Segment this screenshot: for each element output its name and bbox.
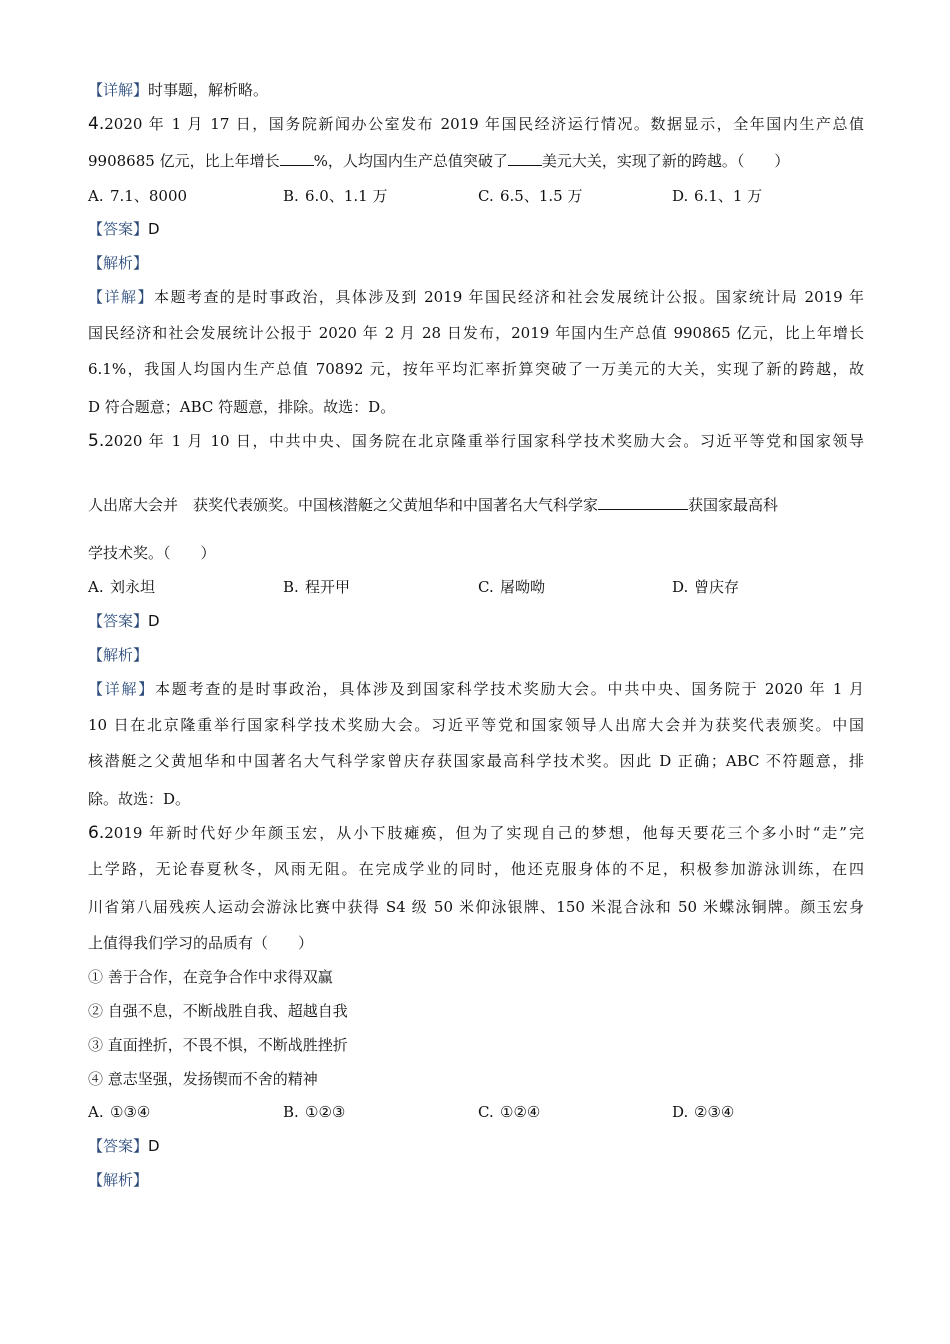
fill-blank (508, 151, 542, 166)
q6-answer-line (88, 1135, 864, 1157)
option-b: B. 程开甲 (283, 578, 351, 596)
q5-answer-line (88, 610, 864, 632)
answer-value: D (148, 220, 160, 238)
question-number: 5. (88, 431, 105, 451)
q4-detail-line-1: 【详解】本题考查的是时事政治，具体涉及到 2019 年国民经济和社会发展统计公报。国家统计局 2019 年 (88, 288, 864, 306)
q4-detail-line-4: D 符合题意；ABC 符题意，排除。故选：D。 (88, 398, 396, 416)
answer-tag: 【答案】 (88, 1137, 149, 1155)
q6-analysis-line (88, 1169, 864, 1191)
q4-stem-line-2 (88, 150, 864, 172)
q6-stem-line-4: 上值得我们学习的品质有（ ） (88, 934, 314, 952)
option-b: B. 6.0、1.1 万 (283, 187, 388, 205)
statement-2: ② 自强不息，不断战胜自我、超越自我 (88, 1002, 348, 1020)
statement-4: ④ 意志坚强，发扬锲而不舍的精神 (88, 1070, 318, 1088)
option-a: A. 7.1、8000 (88, 187, 188, 205)
q4-stem-text-1: 2020 年 1 月 17 日，国务院新闻办公室发布 2019 年国民经济运行情况。数据显示，全年国内生产总值 (104, 115, 864, 133)
answer-value: D (148, 612, 160, 630)
q5-stem-line-2: 人出席大会并 获奖代表颁奖。中国核潜艇之父黄旭华和中国著名大气科学家 获国家最高科 (88, 496, 779, 514)
analysis-tag: 【解析】 (88, 1171, 149, 1189)
fill-blank (280, 151, 314, 166)
q6-stem-line-3: 川省第八届残疾人运动会游泳比赛中获得 S4 级 50 米仰泳银牌、150 米混合泳和 50 米蝶泳铜牌。颜玉宏身 (88, 898, 864, 916)
option-a: A. 刘永坦 (88, 578, 156, 596)
analysis-tag: 【解析】 (88, 646, 149, 664)
statement-1: ① 善于合作，在竞争合作中求得双赢 (88, 968, 333, 986)
option-d: D. 曾庆存 (672, 578, 740, 596)
q4-detail-line-2: 国民经济和社会发展统计公报于 2020 年 2 月 28 日发布，2019 年国内生产总值 990865 亿元，比上年增长 (88, 324, 864, 342)
option-a: A. ①③④ (88, 1103, 151, 1121)
q5-detail-line-3: 核潜艇之父黄旭华和中国著名大气科学家曾庆存获国家最高科学技术奖。因此 D 正确；ABC 不符题意，排 (88, 752, 864, 770)
statement-3: ③ 直面挫折，不畏不惧，不断战胜挫折 (88, 1036, 348, 1054)
detail-tag: 【详解】 (88, 680, 156, 698)
q4-detail-line-3: 6.1%，我国人均国内生产总值 70892 元，按年平均汇率折算突破了一万美元的大关，实现了新的跨越，故 (88, 360, 864, 378)
q4-answer-line (88, 218, 864, 240)
analysis-tag: 【解析】 (88, 254, 149, 272)
q5-detail-line-4: 除。故选：D。 (88, 790, 191, 808)
option-d: D. 6.1、1 万 (672, 187, 763, 205)
answer-tag: 【答案】 (88, 220, 149, 238)
q5-analysis-line (88, 644, 864, 666)
fill-blank (598, 495, 688, 510)
detail-tag: 【详解】 (88, 288, 154, 306)
q4-stem-text-2b: %，人均国内生产总值突破了 (313, 152, 508, 170)
option-c: C. 6.5、1.5 万 (478, 187, 583, 205)
q5-detail-line-1: 【详解】本题考查的是时事政治，具体涉及到国家科学技术奖励大会。中共中央、国务院于 2020 年 1 月 (88, 680, 864, 698)
q6-stem-line-1: 6.2019 年新时代好少年颜玉宏，从小下肢瘫痪，但为了实现自己的梦想，他每天要花三个多小时“走”完 (88, 823, 864, 843)
prev-detail-line (88, 79, 864, 101)
question-number: 4. (88, 114, 105, 134)
q5-detail-line-2: 10 日在北京隆重举行国家科学技术奖励大会。习近平等党和国家领导人出席大会并为获奖代表颁奖。中国 (88, 716, 864, 734)
detail-tag: 【详解】 (88, 81, 149, 99)
q4-stem-text-2a: 9908685 亿元，比上年增长 (88, 152, 280, 170)
q6-stem-line-2: 上学路，无论春夏秋冬，风雨无阻。在完成学业的同时，他还克服身体的不足，积极参加游泳训练，在四 (88, 860, 864, 878)
q4-stem-line-1 (88, 113, 864, 135)
question-number: 6. (88, 823, 105, 843)
option-d: D. ②③④ (672, 1103, 735, 1121)
option-b: B. ①②③ (283, 1103, 346, 1121)
q5-stem-line-1: 5.2020 年 1 月 10 日，中共中央、国务院在北京隆重举行国家科学技术奖励大会。习近平等党和国家领导 (88, 431, 864, 451)
option-c: C. ①②④ (478, 1103, 541, 1121)
q4-analysis-line (88, 252, 864, 274)
q5-stem-line-3: 学技术奖。（ ） (88, 544, 216, 562)
option-c: C. 屠呦呦 (478, 578, 546, 596)
q4-stem-text-2c: 美元大关，实现了新的跨越。（ ） (541, 152, 790, 170)
answer-value: D (148, 1137, 160, 1155)
answer-tag: 【答案】 (88, 612, 149, 630)
detail-text: 时事题，解析略。 (148, 81, 269, 99)
